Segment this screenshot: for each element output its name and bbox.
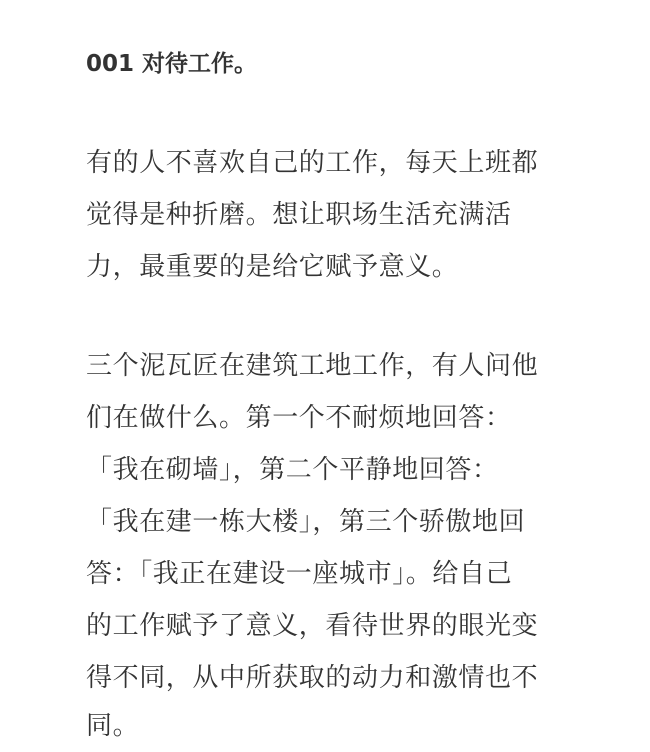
paragraph-1-line-3: 力，最重要的是给它赋予意义。 bbox=[86, 252, 459, 282]
paragraph-2-line-1: 三个泥瓦匠在建筑工地工作，有人问他 bbox=[86, 351, 539, 381]
article-heading: 001 对待工作。 bbox=[86, 51, 258, 77]
paragraph-2-line-6: 的工作赋予了意义，看待世界的眼光变 bbox=[86, 611, 539, 641]
paragraph-1-line-1: 有的人不喜欢自己的工作，每天上班都 bbox=[86, 148, 539, 178]
paragraph-2-line-8: 同。 bbox=[86, 711, 140, 741]
paragraph-2-line-7: 得不同，从中所获取的动力和激情也不 bbox=[86, 663, 539, 693]
paragraph-2-line-5: 答：「我正在建设一座城市」。给自己 bbox=[86, 559, 513, 589]
paragraph-2-line-4: 「我在建一栋大楼」，第三个骄傲地回 bbox=[86, 507, 526, 537]
paragraph-2-line-3: 「我在砌墙」，第二个平静地回答： bbox=[86, 455, 499, 485]
paragraph-2-line-2: 们在做什么。第一个不耐烦地回答： bbox=[86, 403, 512, 433]
paragraph-1-line-2: 觉得是种折磨。想让职场生活充满活 bbox=[86, 200, 512, 230]
